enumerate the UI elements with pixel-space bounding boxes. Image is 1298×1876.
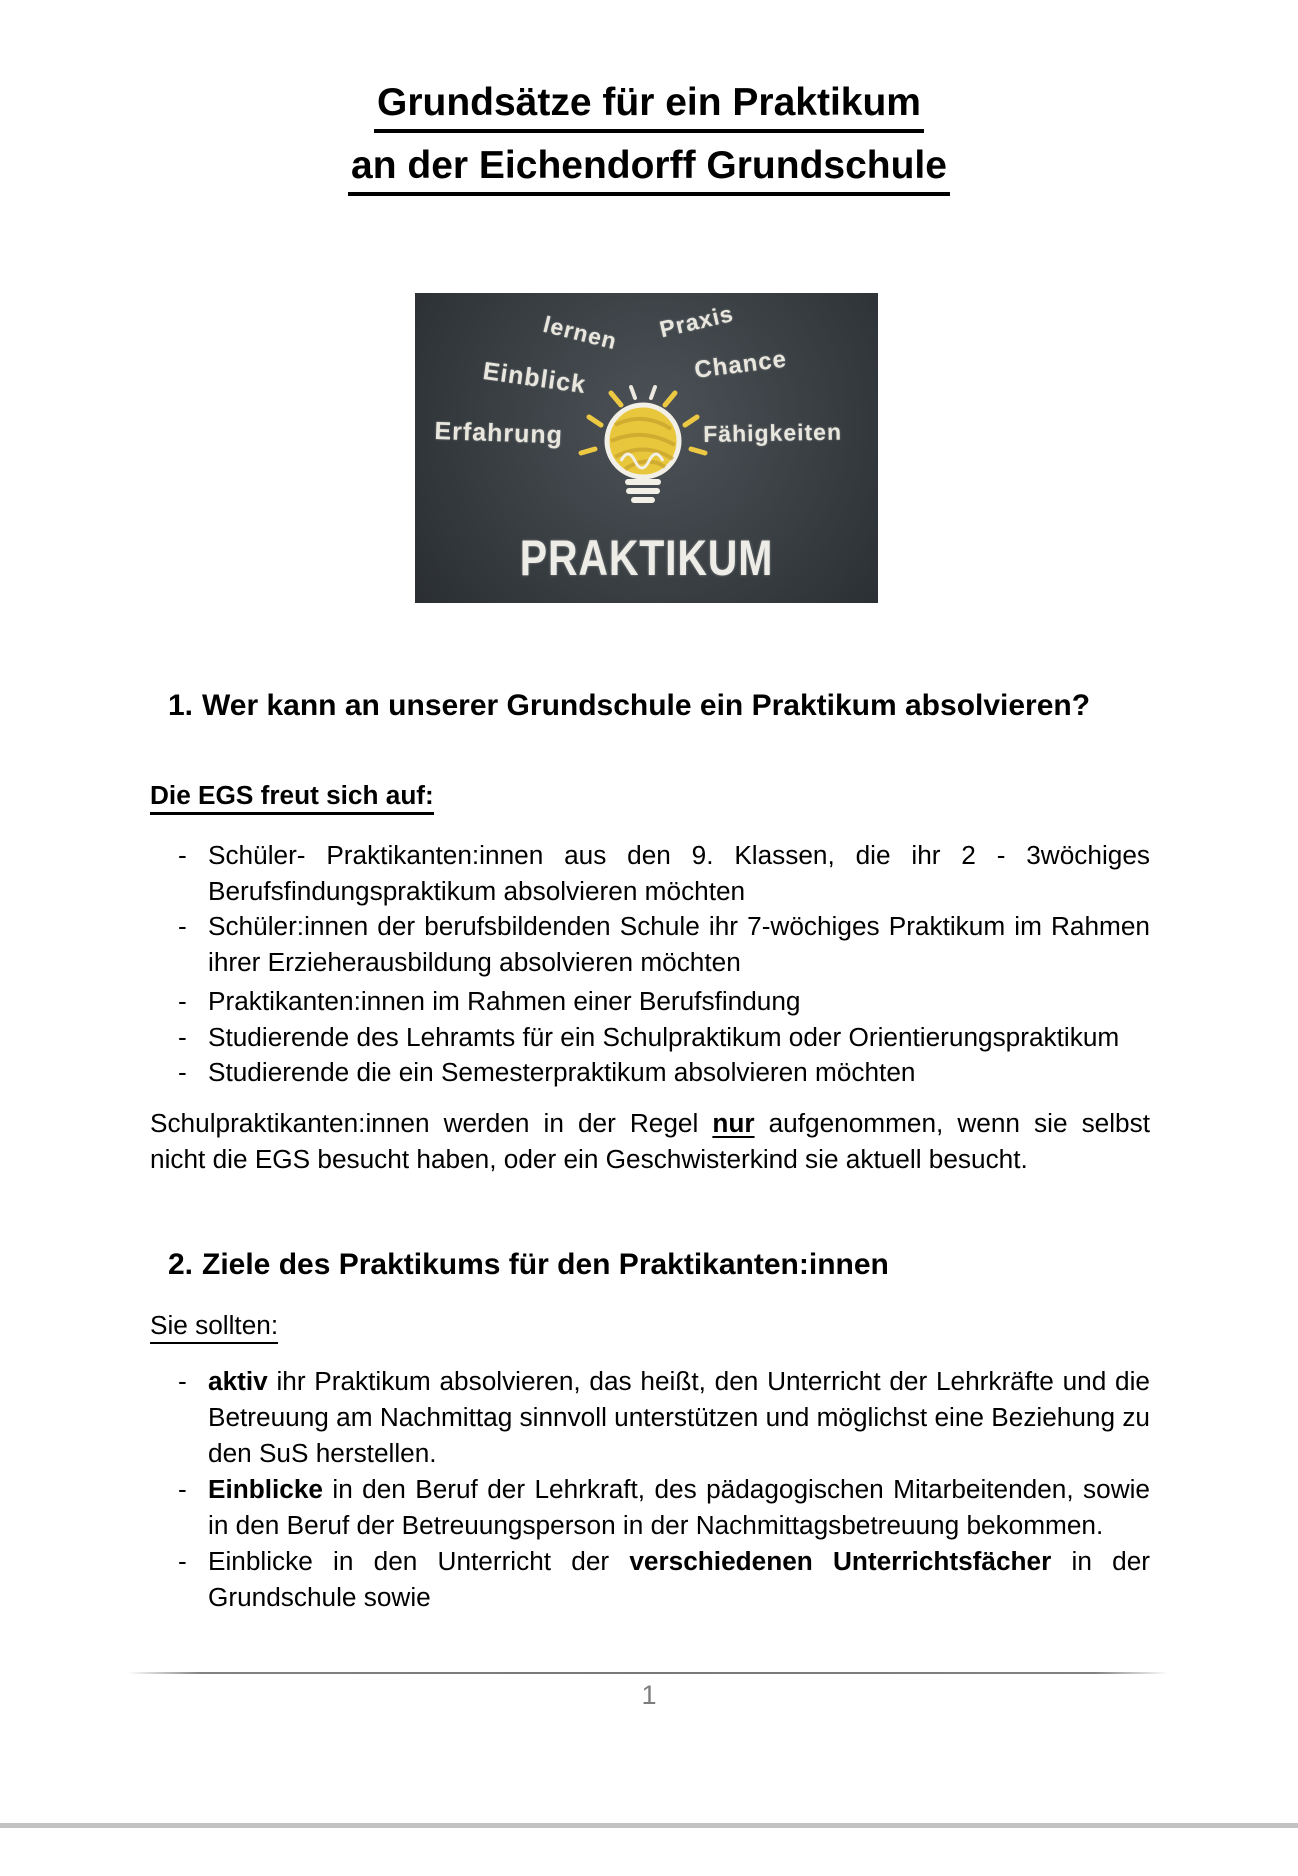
- page-boundary-separator: [0, 1823, 1298, 1828]
- bullet-dash: -: [178, 840, 187, 870]
- bullet-text-run: in der Grundschule sowie: [208, 1546, 1150, 1612]
- bullet-text: Schüler- Praktikanten:innen aus den 9. Klassen, die ihr 2 - 3wöchiges Berufsfindungspraktikum absolvieren möchten: [208, 840, 1150, 906]
- list-item: [150, 1471, 1150, 1543]
- bullet-bold-run: verschiedenen Unterrichtsfächer: [629, 1546, 1052, 1576]
- footer-divider-rule: [128, 1672, 1168, 1674]
- section-1-bullet-list: [150, 838, 1150, 1091]
- bullet-bold-run: aktiv: [208, 1366, 268, 1396]
- title-text-1: Grundsätze für ein Praktikum: [374, 80, 924, 133]
- section-2-heading: [168, 1248, 889, 1282]
- chalk-word-faehigkeiten: Fähigkeiten: [703, 418, 843, 447]
- praktikum-caption: PRAKTIKUM: [519, 530, 774, 586]
- lightbulb-icon: [563, 383, 723, 513]
- bullet-text: [208, 1366, 1150, 1468]
- bullet-dash: -: [178, 911, 187, 941]
- title-text-2: an der Eichendorff Grundschule: [348, 143, 950, 196]
- section-1-heading-text: Wer kann an unserer Grundschule ein Praktikum absolvieren?: [202, 689, 1091, 722]
- chalk-word-lernen: lernen: [540, 311, 620, 355]
- bullet-dash: -: [178, 1057, 187, 1087]
- section-2-heading-text: Ziele des Praktikums für den Praktikanten:innen: [202, 1248, 889, 1281]
- bullet-text-run: ihr Praktikum absolvieren, das heißt, den Unterricht der Lehrkräfte und die Betreuung am Nachmittag sinnvoll unterstützen und möglichst eine Beziehung zu den SuS herstellen.: [208, 1366, 1150, 1468]
- section-1-intro-label: [150, 780, 434, 815]
- section-1-intro-text: Die EGS freut sich auf:: [150, 780, 434, 815]
- chalk-word-einblick: Einblick: [481, 357, 588, 400]
- chalk-word-chance: Chance: [693, 345, 789, 384]
- document-title-line-1: [0, 80, 1298, 133]
- section-2-bullet-list: [150, 1363, 1150, 1615]
- section-1-heading: [168, 689, 1090, 723]
- page-number: 1: [641, 1680, 657, 1710]
- bullet-dash: -: [178, 1474, 187, 1504]
- bullet-text: [208, 1474, 1150, 1540]
- bullet-text: Praktikanten:innen im Rahmen einer Berufsfindung: [208, 986, 801, 1016]
- bullet-bold-run: Einblicke: [208, 1474, 323, 1504]
- bullet-text: Studierende des Lehramts für ein Schulpraktikum oder Orientierungspraktikum: [208, 1021, 1120, 1052]
- hero-image-chalkboard: [415, 293, 878, 603]
- chalk-word-erfahrung: Erfahrung: [434, 417, 564, 450]
- bullet-text: Schüler:innen der berufsbildenden Schule ihr 7-wöchiges Praktikum im Rahmen ihrer Erzieherausbildung absolvieren möchten: [208, 911, 1150, 977]
- bullet-dash: -: [178, 1546, 187, 1576]
- list-item: [150, 909, 1150, 980]
- section-2-intro-text: Sie sollten:: [150, 1310, 278, 1344]
- bullet-text-run: in den Beruf der Lehrkraft, des pädagogischen Mitarbeitenden, sowie in den Beruf der Betreuungsperson in der Nachmittagsbetreuung bekommen.: [208, 1474, 1150, 1540]
- paragraph-text-pre: Schulpraktikanten:innen werden in der Regel: [150, 1108, 713, 1138]
- bullet-text: [208, 1546, 1150, 1612]
- chalk-word-praxis: Praxis: [657, 300, 736, 343]
- bullet-dash: -: [178, 1366, 187, 1396]
- section-1-number: 1.: [168, 689, 194, 722]
- bullet-text-run: Einblicke in den Unterricht der: [208, 1546, 630, 1576]
- document-title-line-2: [0, 143, 1298, 196]
- paragraph-emphasis-nur: nur: [712, 1108, 755, 1138]
- section-1-closing-paragraph: [150, 1106, 1150, 1177]
- bullet-text: Studierende die ein Semesterpraktikum absolvieren möchten: [208, 1057, 916, 1087]
- section-2-number: 2.: [168, 1248, 194, 1281]
- bullet-dash: -: [178, 1021, 187, 1052]
- paragraph-text-post: aufgenommen, wenn sie selbst nicht die EGS besucht haben, oder ein Geschwisterkind sie aktuell besucht.: [150, 1108, 1150, 1174]
- list-item: [150, 838, 1150, 909]
- list-item: [150, 984, 1150, 1020]
- bullet-dash: -: [178, 986, 187, 1016]
- section-2-intro-label: [150, 1310, 278, 1344]
- list-item: [150, 1363, 1150, 1471]
- list-item: [150, 1543, 1150, 1615]
- list-item: [150, 1055, 1150, 1091]
- list-item: [150, 1020, 1150, 1056]
